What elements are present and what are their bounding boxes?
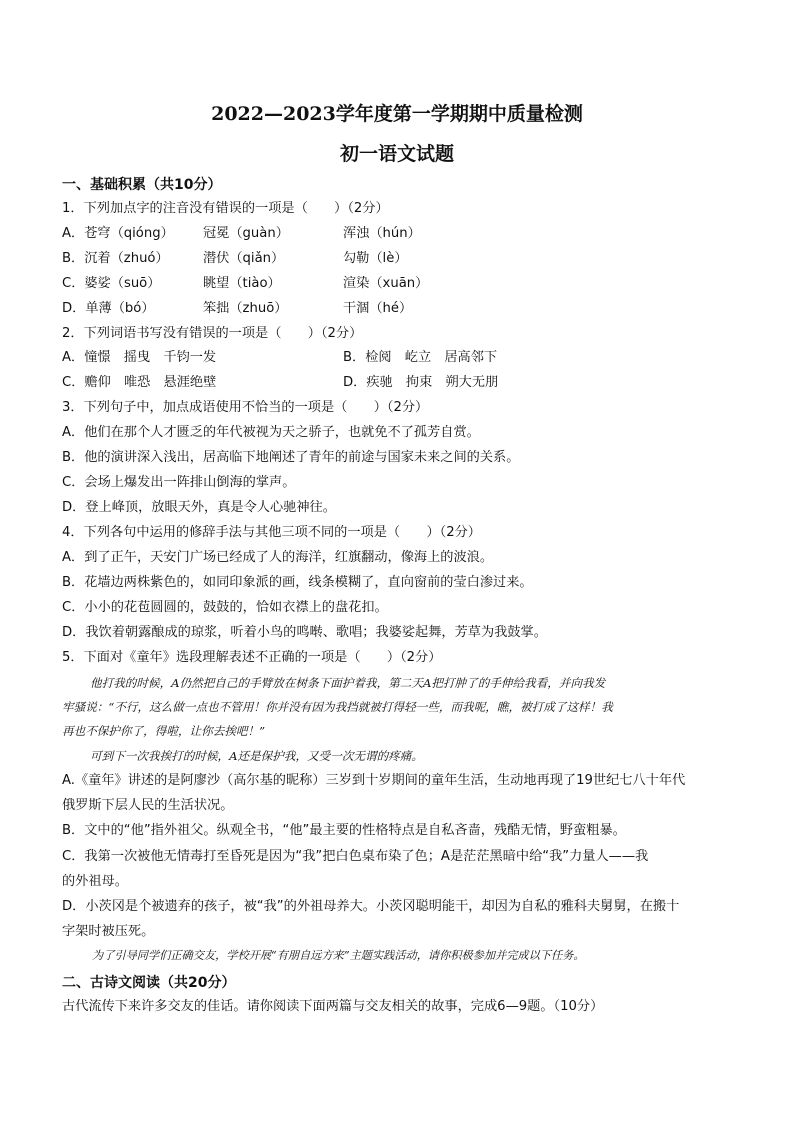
q1-option-b-3: 勾勒（lè） <box>343 251 408 266</box>
q1-option-c-3: 渲染（xuān） <box>343 276 429 291</box>
q5-passage-line-1: 他打我的时候，A仍然把自己的手臂放在树条下面护着我，第二天A把打肿了的手伸给我看，并向我发 <box>90 676 606 690</box>
q5-stem: 5．下面对《童年》选段理解表述不正确的一项是（ ）（2分） <box>62 650 442 665</box>
q2-option-d: D．疾驰 拘束 朔大无朋 <box>343 375 499 390</box>
q5-option-a-line-2: 俄罗斯下层人民的生活状况。 <box>62 798 234 813</box>
q5-passage-line-4: 可到下一次我挨打的时候，A还是保护我，又受一次无谓的疼痛。 <box>90 749 423 763</box>
q2-stem: 2．下列词语书写没有错误的一项是（ ）（2分） <box>62 326 363 341</box>
q1-option-c-2: 眺望（tiào） <box>203 276 281 291</box>
q1-option-d-3: 干涸（hé） <box>343 301 413 316</box>
q5-option-d-line-1: D．小茨冈是个被遗弃的孩子，被“我”的外祖母养大。小茨冈聪明能干，却因为自私的雅科夫舅舅，在搬十 <box>62 899 680 914</box>
q1-option-a-1: A．苍穹（qióng） <box>62 226 174 241</box>
q5-option-a-line-1: A.《童年》讲述的是阿廖沙（高尔基的昵称）三岁到十岁期间的童年生活，生动地再现了19世纪七八十年代 <box>62 773 686 788</box>
q1-option-b-2: 潜伏（qiǎn） <box>203 251 285 266</box>
q1-option-d-2: 笨拙（zhuō） <box>203 301 288 316</box>
q3-option-c: C．会场上爆发出一阵排山倒海的掌声。 <box>62 475 296 490</box>
q5-passage-line-2: 牢骚说：“不行，这么做一点也不管用！你并没有因为我挡就被打得轻一些，而我呢，瞧，被打成了这样！我 <box>62 700 613 714</box>
q5-option-b: B．文中的“他”指外祖父。纵观全书，“他”最主要的性格特点是自私吝啬，残酷无情，野蛮粗暴。 <box>62 823 626 838</box>
q5-option-c-line-1: C．我第一次被他无情毒打至昏死是因为“我”把白色桌布染了色；A是茫茫黑暗中给“我”力量人——我 <box>62 849 649 864</box>
q1-option-b-1: B．沉着（zhuó） <box>62 251 169 266</box>
section-heading-basics: 一、基础积累（共10分） <box>62 177 222 193</box>
q5-option-d-line-2: 字架时被压死。 <box>62 924 155 939</box>
q4-option-a: A．到了正午，天安门广场已经成了人的海洋，红旗翻动，像海上的波浪。 <box>62 550 494 565</box>
q3-option-d: D．登上峰顶，放眼天外，真是令人心驰神往。 <box>62 500 336 515</box>
q5-option-c-line-2: 的外祖母。 <box>62 874 128 889</box>
section-heading-classical: 二、古诗文阅读（共20分） <box>62 975 236 991</box>
q1-option-d-1: D．单薄（bó） <box>62 301 155 316</box>
q3-option-a: A．他们在那个人才匮乏的年代被视为天之骄子，也就免不了孤芳自赏。 <box>62 425 480 440</box>
q5-passage-line-3: 再也不保护你了，得啦，让你去挨吧！” <box>62 724 266 738</box>
q1-stem: 1．下列加点字的注音没有错误的一项是（ ）（2分） <box>62 201 389 216</box>
q4-option-b: B．花墙边两株紫色的，如同印象派的画，线条模糊了，直向窗前的莹白渗过来。 <box>62 575 533 590</box>
q4-stem: 4．下列各句中运用的修辞手法与其他三项不同的一项是（ ）（2分） <box>62 525 481 540</box>
q2-option-a: A．憧憬 摇曳 千钧一发 <box>62 350 217 365</box>
q4-option-c: C．小小的花苞圆圆的，鼓鼓的，恰如衣襟上的盘花扣。 <box>62 600 388 615</box>
q1-option-a-3: 浑浊（hún） <box>343 226 421 241</box>
q3-option-b: B．他的演讲深入浅出，居高临下地阐述了青年的前途与国家未来之间的关系。 <box>62 450 520 465</box>
q2-option-c: C．赡仰 唯恐 悬涯绝壁 <box>62 375 217 390</box>
q3-stem: 3．下列句子中，加点成语使用不恰当的一项是（ ）（2分） <box>62 400 429 415</box>
q1-option-a-2: 冠冕（guàn） <box>203 226 289 241</box>
q2-option-b: B．检阅 屹立 居高邻下 <box>343 350 498 365</box>
exam-title: 2022—2023学年度第一学期期中质量检测 <box>211 103 583 125</box>
section2-intro: 古代流传下来许多交友的佳话。请你阅读下面两篇与交友相关的故事，完成6—9题。（10分） <box>62 999 604 1014</box>
q4-option-d: D．我饮着朝露酿成的琼浆，听着小鸟的鸣啭、歌唱；我婆娑起舞，芳草为我鼓掌。 <box>62 625 547 640</box>
exam-subtitle: 初一语文试题 <box>339 143 454 165</box>
q1-option-c-1: C．婆娑（suō） <box>62 276 161 291</box>
activity-note: 为了引导同学们正确交友，学校开展“有朋自远方来”主题实践活动，请你积极参加并完成以下任务。 <box>92 949 585 962</box>
